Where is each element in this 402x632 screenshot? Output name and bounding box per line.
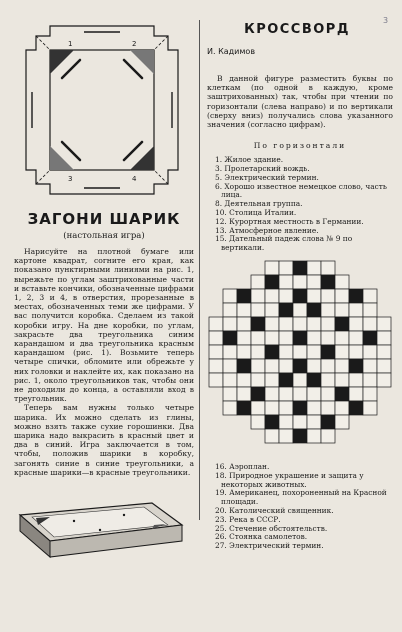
grid-cell xyxy=(307,359,321,373)
grid-cell xyxy=(279,429,293,443)
grid-cell xyxy=(363,387,377,401)
grid-cell xyxy=(363,289,377,303)
grid-cell xyxy=(279,331,293,345)
grid-cell-shaded xyxy=(279,373,293,387)
grid-cell xyxy=(293,373,307,387)
game-paragraph-2: Теперь вам нужны только четыре шарика. Их можно сделать из глины, можно взять также сухие горошинки. Два шарика надо выкрасить в красный цвет и два в синий. Игра заключается в том, чтобы, положив шарики в коробку, загонять синие в синие треугольники, а красные шарики—в красные треугольники. xyxy=(14,403,194,477)
grid-cell xyxy=(223,387,237,401)
page-number: 3 xyxy=(383,16,389,25)
grid-cell-shaded xyxy=(349,289,363,303)
grid-cell xyxy=(265,317,279,331)
grid-cell xyxy=(223,345,237,359)
clue-across-1: 1. Жилое здание. xyxy=(215,155,284,165)
grid-cell xyxy=(265,289,279,303)
grid-cell xyxy=(265,303,279,317)
grid-cell-shaded xyxy=(335,387,349,401)
grid-cell xyxy=(251,415,265,429)
game-title: ЗАГОНИ ШАРИК xyxy=(27,210,181,228)
down-clues xyxy=(207,463,393,551)
grid-cell xyxy=(265,401,279,415)
grid-cell-shaded xyxy=(293,289,307,303)
grid-cell-shaded xyxy=(335,317,349,331)
grid-cell xyxy=(265,429,279,443)
grid-cell xyxy=(251,359,265,373)
grid-cell xyxy=(293,275,307,289)
clue-26: 26. Стоянка самолетов. xyxy=(215,532,308,542)
grid-cell xyxy=(209,331,223,345)
grid-cell-shaded xyxy=(307,303,321,317)
grid-cell-shaded xyxy=(321,345,335,359)
grid-cell xyxy=(279,387,293,401)
grid-cell xyxy=(377,345,391,359)
across-heading: По горизонтали xyxy=(253,141,347,151)
grid-cell xyxy=(237,303,251,317)
grid-cell xyxy=(209,317,223,331)
grid-cell xyxy=(335,359,349,373)
fig-label-4: 4 xyxy=(132,175,137,183)
grid-cell xyxy=(349,303,363,317)
grid-cell xyxy=(279,415,293,429)
grid-cell xyxy=(321,387,335,401)
grid-cell-shaded xyxy=(265,415,279,429)
grid-cell-shaded xyxy=(279,303,293,317)
grid-cell xyxy=(209,345,223,359)
grid-cell xyxy=(293,415,307,429)
grid-cell xyxy=(293,387,307,401)
grid-cell xyxy=(251,331,265,345)
grid-cell xyxy=(223,317,237,331)
grid-cell xyxy=(279,317,293,331)
clue-20: 20. Католический священник. xyxy=(215,505,334,515)
grid-cell xyxy=(377,317,391,331)
grid-cell-shaded xyxy=(251,387,265,401)
grid-cell xyxy=(293,303,307,317)
grid-cell xyxy=(209,373,223,387)
crossword-author: И. Кадимов xyxy=(207,47,256,56)
game-paragraph-1: Нарисуйте на плотной бумаге или картоне квадрат, согните его края, как показано пунктирными линиями на рис. 1, вырежьте по углам заштрихованные части и вставьте кончики, обозначенные цифрами 1, 2, 3 и 4, в отверстия, прорезанные в местах, обозначенных теми же цифрами. У вас получится коробка. Сделаем из такой коробки игру. На дне коробки, по углам, закрасьте два треугольника синим карандашом и два треугольника красным карандашом (рис. 1). Возьмите теперь четыре спички, обломите или обрежьте у них головки и наклейте их, как показано на рис. 1, около треугольников так, чтобы они не доходили до конца, а оставляли вход в треугольник. xyxy=(14,247,194,404)
grid-cell xyxy=(335,345,349,359)
grid-cell xyxy=(265,261,279,275)
grid-cell xyxy=(265,359,279,373)
grid-cell xyxy=(321,289,335,303)
grid-cell xyxy=(237,317,251,331)
grid-cell xyxy=(307,275,321,289)
grid-cell xyxy=(363,345,377,359)
grid-cell xyxy=(321,303,335,317)
grid-cell xyxy=(223,373,237,387)
grid-cell xyxy=(363,359,377,373)
grid-cell xyxy=(251,401,265,415)
grid-cell xyxy=(307,317,321,331)
grid-cell-shaded xyxy=(349,401,363,415)
grid-cell xyxy=(321,401,335,415)
grid-cell xyxy=(377,373,391,387)
grid-cell xyxy=(363,401,377,415)
grid-cell xyxy=(335,415,349,429)
grid-cell-shaded xyxy=(321,275,335,289)
grid-cell-shaded xyxy=(265,275,279,289)
grid-cell-shaded xyxy=(251,317,265,331)
grid-cell xyxy=(363,373,377,387)
grid-cell-shaded xyxy=(293,261,307,275)
grid-cell xyxy=(363,303,377,317)
grid-cell xyxy=(363,317,377,331)
grid-cell xyxy=(307,401,321,415)
grid-cell-shaded xyxy=(349,359,363,373)
game-subtitle: (настольная игра) xyxy=(63,231,145,241)
game-instructions xyxy=(14,247,194,477)
grid-cell xyxy=(321,429,335,443)
grid-cell xyxy=(307,261,321,275)
grid-cell xyxy=(223,359,237,373)
fig-label-1: 1 xyxy=(68,40,73,48)
grid-cell xyxy=(321,331,335,345)
clue-across-3: 3. Пролетарский вождь. xyxy=(215,164,310,174)
clue-23: 23. Река в СССР. xyxy=(215,514,281,524)
grid-cell xyxy=(307,289,321,303)
grid-cell xyxy=(321,261,335,275)
grid-cell xyxy=(335,303,349,317)
grid-cell xyxy=(293,317,307,331)
clue-across-5: 5. Электрический термин. xyxy=(215,172,319,182)
grid-cell xyxy=(251,373,265,387)
grid-cell-shaded xyxy=(293,359,307,373)
grid-cell xyxy=(237,387,251,401)
grid-cell-shaded xyxy=(237,289,251,303)
clue-across-6: 6. Хорошо известное немецкое слово, часть лица. xyxy=(215,181,387,200)
grid-cell-shaded xyxy=(237,401,251,415)
box-pattern-figure xyxy=(22,22,182,198)
game-column xyxy=(14,22,194,575)
clue-across-15: 15. Дательный падеж слова № 9 по вертикали. xyxy=(215,234,353,253)
grid-cell xyxy=(265,373,279,387)
grid-cell xyxy=(279,261,293,275)
grid-cell xyxy=(251,289,265,303)
fig-label-2: 2 xyxy=(132,40,137,48)
clue-across-12: 12. Курортная местность в Германии. xyxy=(215,216,364,226)
grid-cell xyxy=(237,373,251,387)
grid-cell-shaded xyxy=(293,331,307,345)
clue-16: 16. Аэроплан. xyxy=(215,461,270,471)
grid-cell-shaded xyxy=(293,429,307,443)
grid-cell xyxy=(251,303,265,317)
clue-18: 18. Природное украшение и защита у некоторых животных. xyxy=(215,470,364,489)
grid-cell xyxy=(377,359,391,373)
crossword-column xyxy=(207,22,393,551)
grid-cell xyxy=(279,359,293,373)
grid-cell xyxy=(335,401,349,415)
grid-cell-shaded xyxy=(293,401,307,415)
grid-cell xyxy=(209,359,223,373)
crossword-grid xyxy=(207,257,393,457)
grid-cell-shaded xyxy=(363,331,377,345)
grid-cell xyxy=(279,401,293,415)
grid-cell xyxy=(321,317,335,331)
grid-cell xyxy=(349,331,363,345)
grid-cell-shaded xyxy=(321,415,335,429)
grid-cell xyxy=(349,373,363,387)
grid-cell xyxy=(307,387,321,401)
grid-cell xyxy=(335,275,349,289)
grid-cell xyxy=(377,331,391,345)
clue-19: 19. Американец, похороненный на Красной площади. xyxy=(215,488,387,507)
grid-cell-shaded xyxy=(223,331,237,345)
clue-25: 25. Стечение обстоятельств. xyxy=(215,523,328,533)
grid-cell xyxy=(335,289,349,303)
grid-cell-shaded xyxy=(265,345,279,359)
grid-cell xyxy=(251,275,265,289)
grid-cell xyxy=(349,317,363,331)
grid-cell-shaded xyxy=(237,359,251,373)
grid-cell xyxy=(237,331,251,345)
crossword-intro: В данной фигуре разместить буквы по клеткам (по одной в каждую, кроме заштрихованных) так, чтобы при чтении по горизонтали (слева направо) и по вертикали (сверху вниз) получались слова указанного значения (согласно цифрам). xyxy=(207,74,393,130)
grid-cell xyxy=(223,303,237,317)
grid-cell xyxy=(223,289,237,303)
grid-cell xyxy=(307,415,321,429)
grid-cell xyxy=(265,387,279,401)
clue-across-10: 10. Столица Италии. xyxy=(215,208,297,217)
across-clues xyxy=(207,156,393,253)
grid-cell xyxy=(307,345,321,359)
grid-cell xyxy=(307,331,321,345)
grid-cell xyxy=(279,275,293,289)
box-illustration xyxy=(14,485,184,571)
grid-cell xyxy=(251,345,265,359)
grid-cell xyxy=(335,331,349,345)
grid-cell xyxy=(349,387,363,401)
grid-cell xyxy=(349,345,363,359)
grid-cell xyxy=(293,345,307,359)
grid-cell xyxy=(223,401,237,415)
grid-cell xyxy=(321,359,335,373)
clue-across-8: 8. Деятельная группа. xyxy=(215,199,303,209)
grid-cell xyxy=(335,373,349,387)
column-divider xyxy=(199,20,200,520)
clue-27: 27. Электрический термин. xyxy=(215,541,324,551)
grid-cell xyxy=(265,331,279,345)
fig-label-3: 3 xyxy=(68,175,73,183)
grid-cell xyxy=(237,345,251,359)
grid-cell xyxy=(279,289,293,303)
grid-cell-shaded xyxy=(307,373,321,387)
grid-cell xyxy=(307,429,321,443)
crossword-title: КРОССВОРД xyxy=(244,22,350,37)
grid-cell xyxy=(321,373,335,387)
clue-across-13: 13. Атмосферное явление. xyxy=(215,225,319,235)
grid-cell xyxy=(279,345,293,359)
